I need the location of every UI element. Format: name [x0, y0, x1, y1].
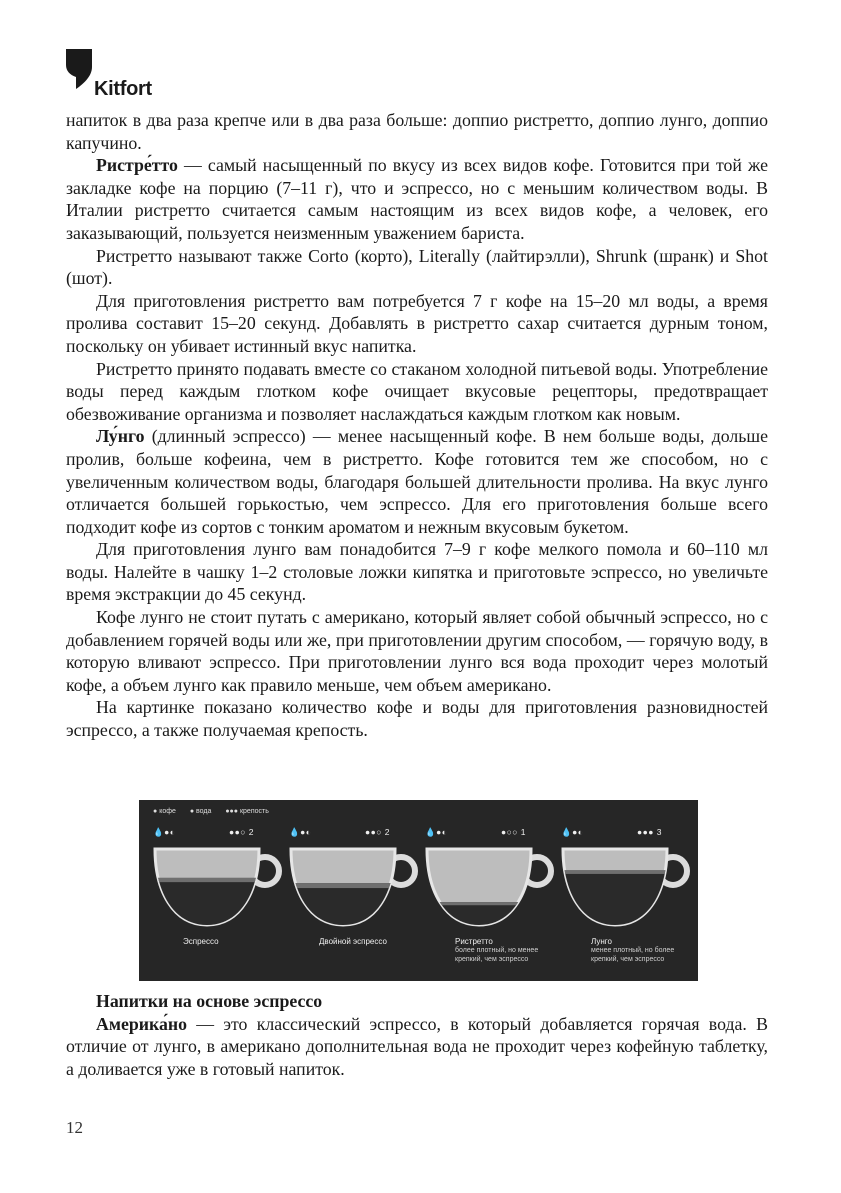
ingredients-indicator: 💧●◐	[425, 827, 448, 837]
paragraph: Для приготовления лунго вам понадобится 7–9 г кофе мелкого помола и 60–110 мл воды. Налейте в чашку 1–2 столовые ложки кипятка и приготовьте эспрессо, но увеличьте время экстракции до 45 секунд.	[66, 539, 768, 605]
liquid-level	[151, 878, 263, 925]
cup-note: более плотный, но менее крепкий, чем эспрессо	[455, 947, 539, 963]
legend-water: ● вода	[189, 808, 212, 815]
ingredients-indicator: 💧●◐	[289, 827, 312, 837]
coffee-figure	[139, 800, 698, 981]
strength-indicator: ●●● 3	[637, 827, 663, 837]
crema-layer	[151, 878, 263, 882]
liquid-level	[559, 870, 671, 925]
strength-indicator: ●○○ 1	[501, 827, 527, 837]
cup-name: Лунго	[591, 937, 612, 946]
cup-1	[151, 827, 283, 977]
strength-indicator: ●●○ 2	[229, 827, 255, 837]
paragraph: напиток в два раза крепче или в два раза больше: доппио ристретто, доппио лунго, доппио капучино.	[66, 110, 768, 153]
ingredients-indicator: 💧●◐	[153, 827, 176, 837]
cup-icon	[559, 841, 691, 933]
strength-indicator: ●●○ 2	[365, 827, 391, 837]
liquid-level	[423, 902, 535, 925]
legend-coffee: ● кофе	[153, 808, 176, 815]
page-number: 12	[66, 1118, 83, 1137]
cup-name: Эспрессо	[183, 937, 219, 946]
cup-note: менее плотный, но более крепкий, чем эспрессо	[591, 947, 675, 963]
paragraph: Для приготовления ристретто вам потребуется 7 г кофе на 15–20 мл воды, а время пролива составит 15–20 секунд. Добавлять в ристретто сахар считается дурным тоном, поскольку он убивает истинный вкус напитка.	[66, 290, 768, 356]
paragraph: На картинке показано количество кофе и воды для приготовления разновидностей эспрессо, а также получаемая крепость.	[66, 697, 768, 741]
paragraph: Ристре́тто — самый насыщенный по вкусу из всех видов кофе. Готовится при той же закладке кофе на порцию (7–11 г), что и эспрессо, но с меньшим количеством воды. В Италии ристретто считается самым настоящим из всех видов кофе, а человек, его заказывающий, пользуется неизменным уважением бариста.	[66, 155, 768, 243]
paragraph: Ристретто принято подавать вместе со стаканом холодной питьевой воды. Употребление воды перед каждым глотком кофе очищает вкусовые рецепторы, предотвращает обезвоживание организма и позволяет наслаждаться каждым глотком как новым.	[66, 358, 768, 424]
cup-icon	[151, 841, 283, 933]
main-text	[66, 109, 768, 742]
cup-name: Двойной эспрессо	[319, 937, 387, 946]
figure-legend	[153, 808, 281, 815]
cup-3	[423, 827, 555, 977]
cup-icon	[423, 841, 555, 933]
cup-2	[287, 827, 419, 977]
americano-paragraph: Америка́но — это классический эспрессо, в который добавляется горячая вода. В отличие от лунго, в американо дополнительная вода не проходит через кофейную таблетку, а доливается уже в готовый напиток.	[66, 1013, 768, 1079]
cup-4	[559, 827, 691, 977]
logo-mark-icon	[64, 47, 94, 91]
crema-layer	[559, 870, 671, 874]
paragraph: Ристретто называют также Corto (корто), Literally (лайтирэлли), Shrunk (шранк) и Shot (шот).	[66, 245, 768, 289]
brand-name: Kitfort	[94, 78, 152, 100]
paragraph: Лу́нго (длинный эспрессо) — менее насыщенный кофе. В нем больше воды, дольше пролив, больше кофеина, чем в ристретто. Кофе готовится тем же способом, но с увеличенным количеством воды, благодаря большей длительности пролива. На вкус лунго отличается большей горькостью, чем эспрессо. Для его приготовления больше всего подходит кофе из сортов с тонким ароматом и нежным вкусовым букетом.	[66, 426, 768, 537]
crema-layer	[287, 883, 399, 888]
paragraph: Кофе лунго не стоит путать с американо, который являет собой обычный эспрессо, но с добавлением горячей воды или же, при приготовлении другим способом, — горячую воду, в которую вливают эспрессо. При приготовлении лунго вся вода проходит через молотый кофе, а объем лунго как правило меньше, чем объем американо.	[66, 607, 768, 695]
ingredients-indicator: 💧●◐	[561, 827, 584, 837]
legend-strength: ●●● крепость	[225, 808, 269, 815]
section-heading: Напитки на основе эспрессо	[96, 991, 323, 1011]
cup-name: Ристретто	[455, 937, 493, 946]
cup-icon	[287, 841, 419, 933]
lower-text	[66, 990, 768, 1080]
